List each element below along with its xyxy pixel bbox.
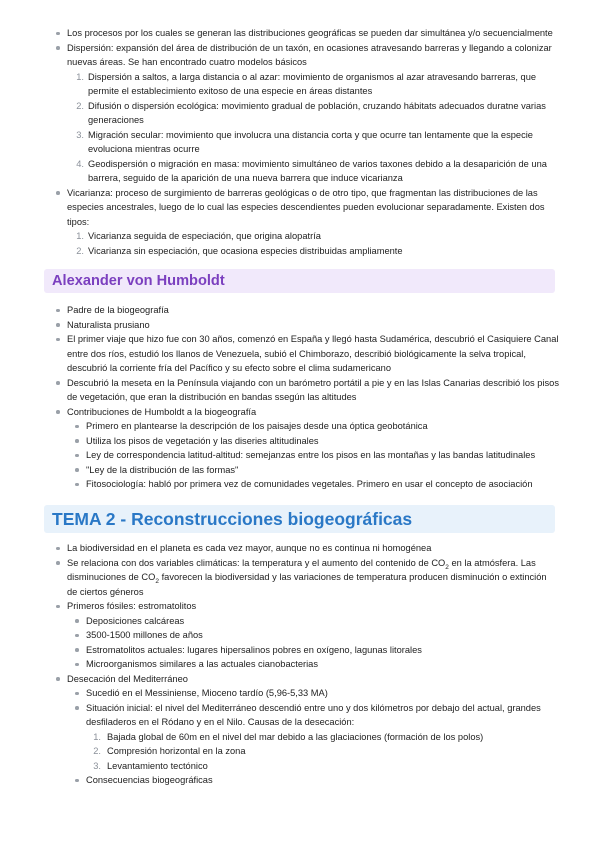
subscript: 2	[445, 563, 449, 571]
bullet-text: Padre de la biogeografía	[67, 305, 169, 315]
numbered-item	[89, 730, 560, 745]
numbered-item	[72, 157, 560, 186]
item-text: Migración secular: movimiento que involucra una distancia corta y que ocurre tan lentamente que la especie evoluciona mientras ocurre	[88, 129, 533, 154]
sub-bullet-text: Microorganismos similares a las actuales cianobacterias	[86, 659, 318, 669]
sub-list-item	[67, 419, 560, 434]
sub-list-item	[67, 434, 560, 449]
bullet-text: Los procesos por los cuales se generan las distribuciones geográficas se pueden dar simultánea y/o secuencialmente	[67, 28, 553, 38]
numbered-item	[89, 744, 560, 759]
sub-list-item	[67, 628, 560, 643]
item-number: 2.	[76, 245, 84, 256]
item-text: Vicarianza seguida de especiación, que origina alopatría	[88, 231, 321, 241]
sub-bullet-text: "Ley de la distribución de las formas"	[86, 464, 239, 475]
bullet-text: Naturalista prusiano	[67, 319, 150, 330]
bullet-text-part: en la atmósfera. Las disminuciones de CO	[67, 557, 536, 582]
numbered-item	[89, 759, 560, 774]
list-item	[0, 332, 600, 376]
heading-text: Alexander von Humboldt	[52, 273, 225, 289]
item-text: Bajada global de 60m en el nivel del mar debido a las glaciaciones (formación de los polos)	[107, 731, 484, 742]
bullet-text: El primer viaje que hizo fue con 30 años, comenzó en España y llegó hasta Sudamérica, descubrió el Casiquiere Canal entre dos ríos, estudió los llanos de Venezuela, subió el Chimborazo, describió biológicamente la selva tropical, descubrió la corriente fría del Pacífico y su efecto sobre el clima sudamericano	[67, 334, 559, 373]
list-item	[0, 405, 600, 492]
tema2-heading	[44, 505, 555, 533]
numbered-item	[72, 70, 560, 99]
bullet-text: Descubrió la meseta en la Península viajando con un barómetro portátil a pie y en las Islas Canarias describió los pisos de vegetación, que eran la distribución en bandas ssegún las altitudes	[67, 377, 559, 402]
bullet-text-part: Se relaciona con dos variables climáticas: la temperatura y el aumento del contenido de CO	[67, 557, 446, 568]
sub-bullet-text: Utiliza los pisos de vegetación y las diseries altitudinales	[86, 435, 319, 446]
section1-list	[0, 26, 600, 258]
item-number: 4.	[76, 158, 84, 169]
sub-list-item	[67, 448, 560, 463]
list-item	[0, 318, 600, 333]
sub-bullet-text: Primero en plantearse la descripción de los paisajes desde una óptica geobotánica	[86, 421, 428, 431]
sub-list-item	[67, 701, 560, 774]
tema2-list	[0, 541, 600, 788]
item-text: Vicarianza sin especiación, que ocasiona especies distribuidas ampliamente	[88, 245, 403, 256]
sub-list-item	[67, 643, 560, 658]
item-number: 1.	[76, 231, 84, 241]
sub-list-item	[67, 686, 560, 701]
sub-bullet-text: Situación inicial: el nivel del Mediterráneo descendió entre uno y dos kilómetros por debajo del actual, grandes desfiladeros en el Ródano y en el Nilo. Causas de la desecación:	[86, 702, 541, 727]
sub-bullet-text: 3500-1500 millones de años	[86, 630, 203, 640]
vicarianza-types-list	[72, 229, 560, 258]
list-item	[0, 376, 600, 405]
bullet-text-part: favorecen la biodiversidad y las variaciones de temperatura producen disminución o extinción de ciertos géneros	[67, 572, 547, 597]
list-item	[0, 26, 600, 41]
item-text: Compresión horizontal en la zona	[107, 746, 246, 756]
bullet-text: Desecación del Mediterráneo	[67, 673, 188, 684]
sub-bullet-text: Sucedió en el Messiniense, Mioceno tardío (5,96-5,33 MA)	[86, 688, 328, 698]
sub-bullet-text: Ley de correspondencia latitud-altitud: semejanzas entre los pisos en las montañas y las bandas latitudinales	[86, 450, 536, 460]
list-item	[0, 556, 600, 600]
list-item	[0, 186, 600, 259]
numbered-item	[72, 99, 560, 128]
list-item	[0, 303, 600, 318]
item-number: 3.	[76, 129, 84, 140]
list-item	[0, 599, 600, 672]
dispersion-models-list	[72, 70, 560, 186]
item-text: Dispersión a saltos, a larga distancia o al azar: movimiento de organismos al azar atravesando barreras, que permite el establecimiento exitoso de una especie en áreas distantes	[88, 71, 537, 96]
numbered-item	[72, 229, 560, 244]
bullet-text: Contribuciones de Humboldt a la biogeografía	[67, 406, 257, 417]
numbered-item	[72, 244, 560, 259]
item-number: 1.	[93, 731, 101, 742]
list-item	[0, 41, 600, 186]
item-number: 2.	[93, 746, 101, 756]
causes-list	[89, 730, 560, 774]
fossils-list	[67, 614, 560, 672]
list-item	[0, 672, 600, 788]
item-text: Geodispersión o migración en masa: movimiento simultáneo de varios taxones debido a la desaparición de una barrera, seguido de la aparición de una nueva barrera que induce vicarianza	[88, 158, 547, 183]
sub-list-item	[67, 614, 560, 629]
item-number: 3.	[93, 760, 101, 771]
sub-list-item	[67, 477, 560, 492]
bullet-text: Vicarianza: proceso de surgimiento de barreras geológicas o de otro tipo, que fragmentan las distribuciones de las especies ancestrales, luego de lo cual las especies descendientes pueden evolucionar separadamente. Existen dos tipos:	[67, 187, 545, 227]
sub-bullet-text: Consecuencias biogeográficas	[86, 775, 213, 785]
bullet-text: Dispersión: expansión del área de distribución de un taxón, en ocasiones atravesando barreras y llegando a colonizar nuevas áreas. Se han encontrado cuatro modelos básicos	[67, 42, 552, 67]
sub-bullet-text: Deposiciones calcáreas	[86, 615, 185, 626]
item-text: Difusión o dispersión ecológica: movimiento gradual de población, cruzando hábitats adecuados duratne varias generaciones	[88, 100, 546, 125]
sub-bullet-text: Estromatolitos actuales: lugares hipersalinos pobres en oxígeno, lagunas litorales	[86, 644, 422, 655]
sub-list-item	[67, 463, 560, 478]
humboldt-heading	[44, 269, 555, 293]
sub-bullet-text: Fitosociología: habló por primera vez de comunidades vegetales. Primero en usar el concepto de asociación	[86, 479, 533, 489]
contributions-list	[67, 419, 560, 492]
sub-list-item	[67, 657, 560, 672]
subscript: 2	[155, 577, 159, 585]
sub-list-item	[67, 773, 560, 788]
list-item	[0, 541, 600, 556]
bullet-text: Primeros fósiles: estromatolitos	[67, 601, 197, 611]
item-number: 2.	[76, 100, 84, 111]
item-number: 1.	[76, 71, 84, 82]
numbered-item	[72, 128, 560, 157]
bullet-text: La biodiversidad en el planeta es cada vez mayor, aunque no es continua ni homogénea	[67, 543, 432, 553]
mediterraneo-list	[67, 686, 560, 788]
humboldt-list	[0, 303, 600, 492]
item-text: Levantamiento tectónico	[107, 760, 208, 771]
heading-text: TEMA 2 - Reconstrucciones biogeográficas	[52, 509, 413, 529]
